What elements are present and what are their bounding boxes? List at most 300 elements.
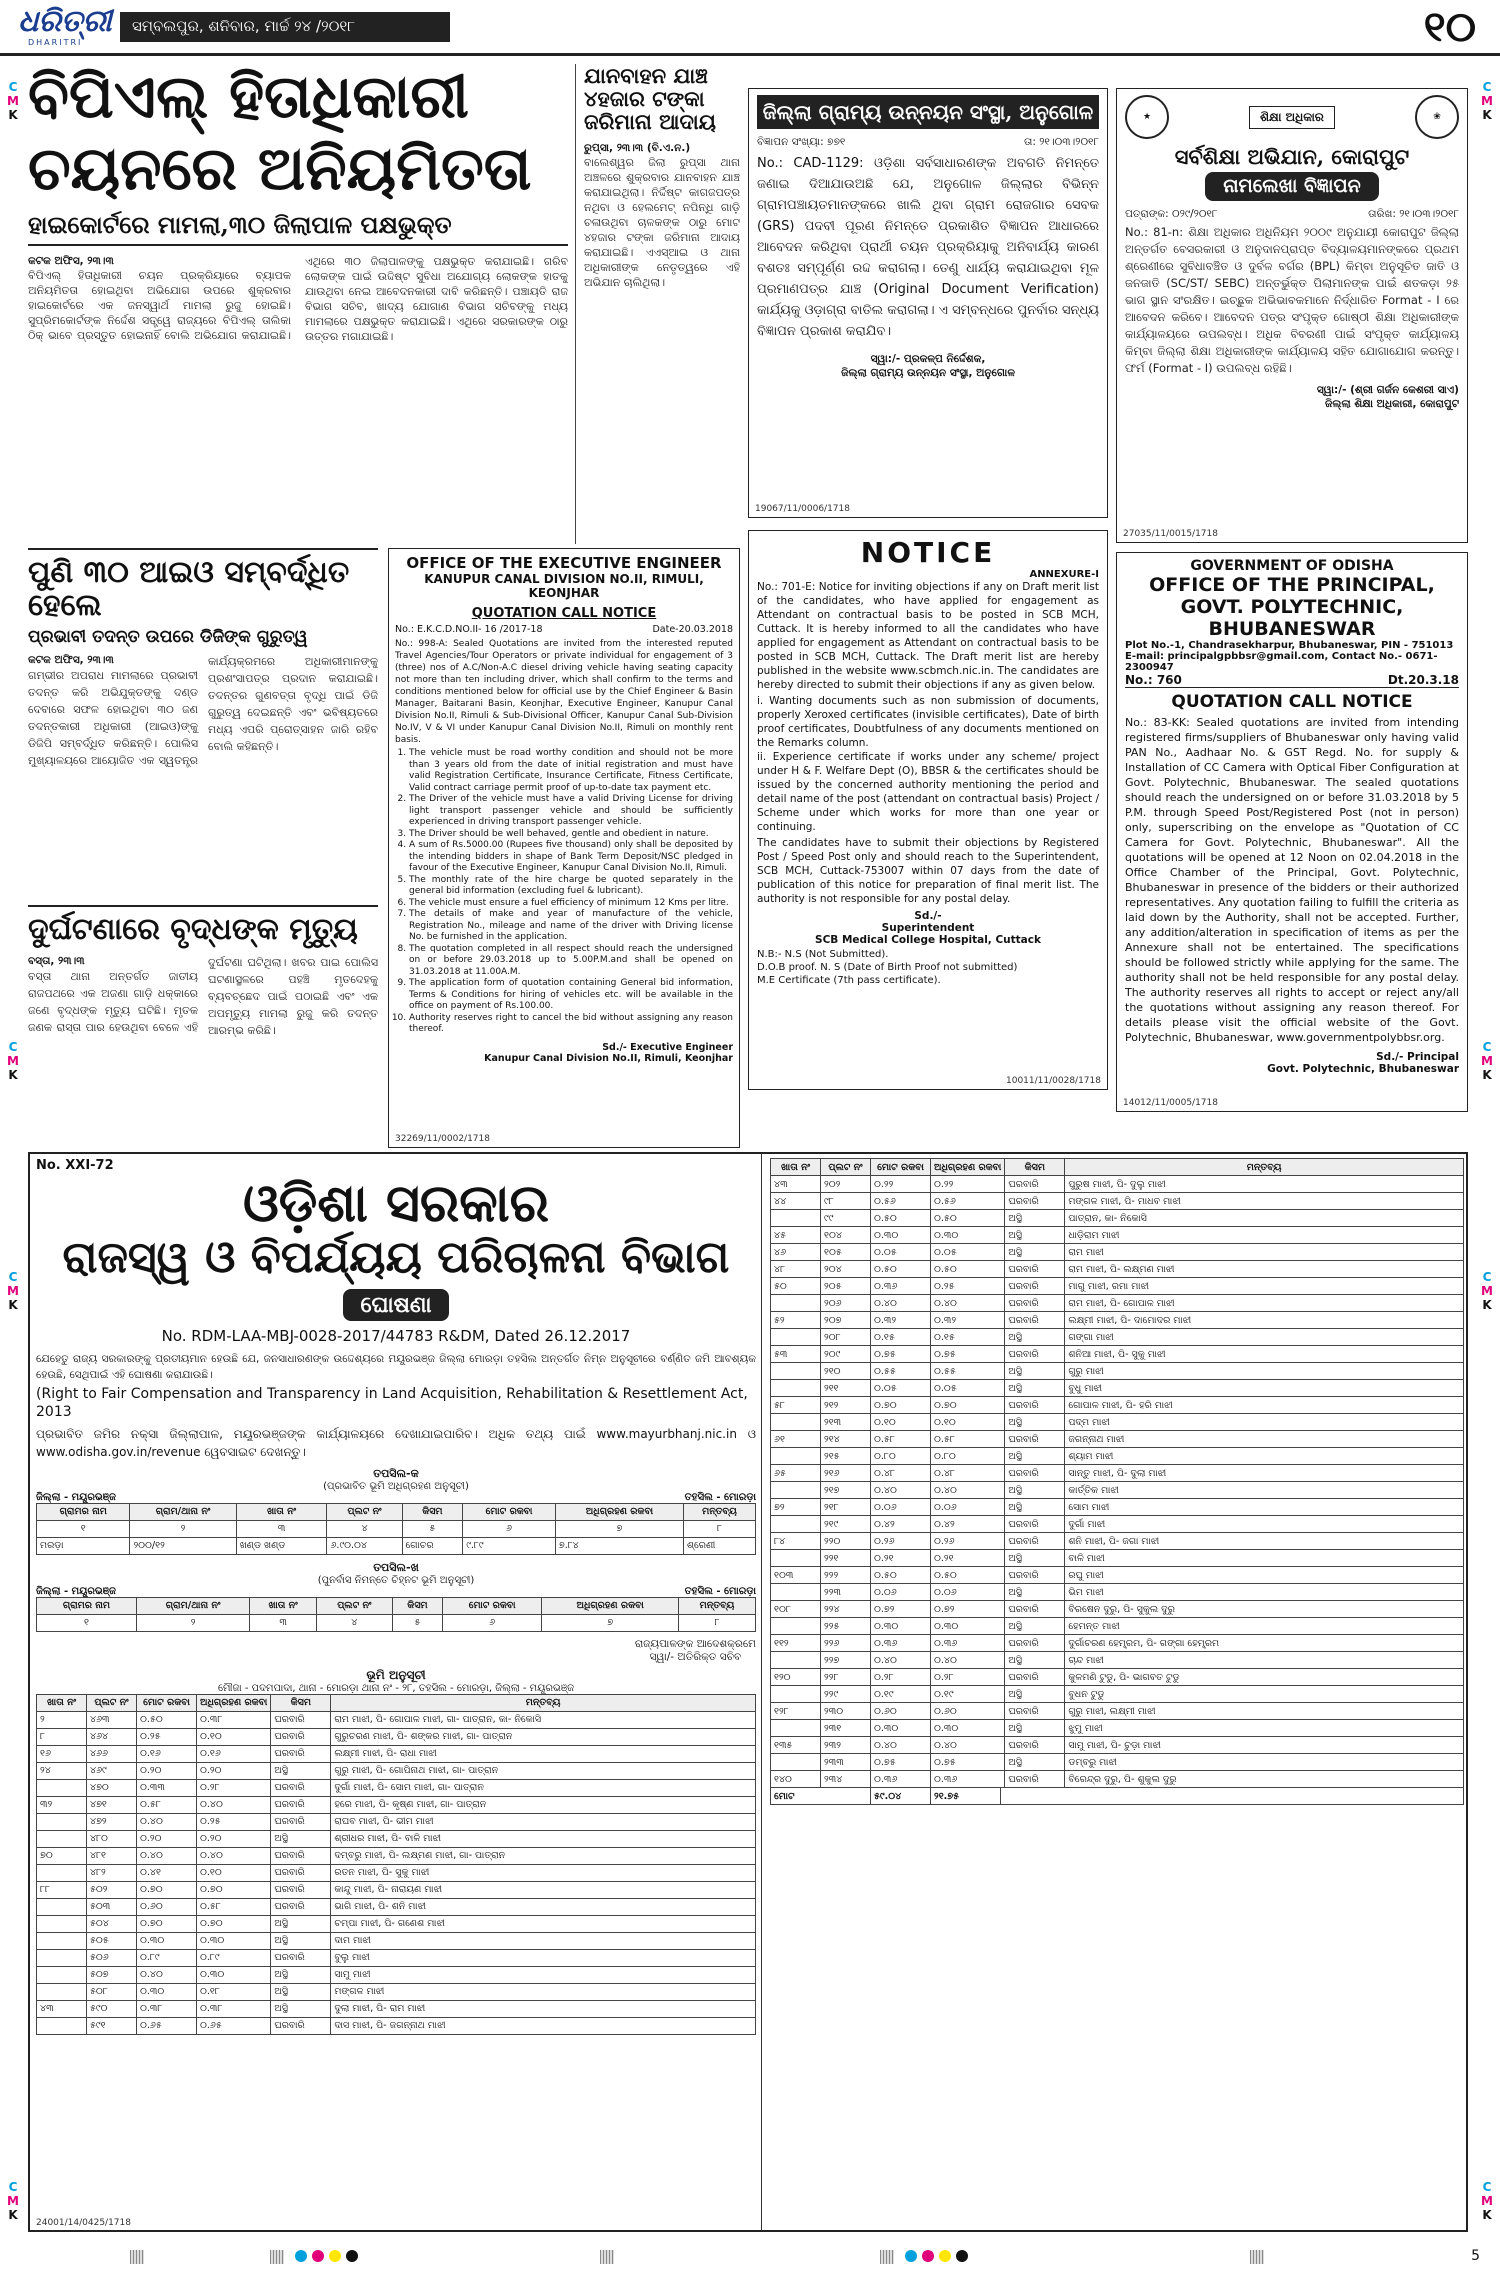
left-land-cell: ୪୮୧	[87, 1847, 137, 1864]
schedule-a-cell: ଗୋଚର	[402, 1537, 463, 1554]
left-land-cell: ୦.୫୮	[197, 1898, 271, 1915]
schedule-b-header: କିସମ	[392, 1597, 442, 1614]
right-land-cell: ୦.୩୦	[931, 1720, 1005, 1737]
right-land-cell: କୁଳମଣି ଟୁଡୁ, ପି- ଭାଗବତ ଟୁଡୁ	[1065, 1669, 1464, 1686]
right-land-row	[771, 1533, 1464, 1550]
right-land-cell: ମଙ୍ଗଳ ମାଝୀ, ପି- ମାଧବ ମାଝୀ	[1065, 1193, 1464, 1210]
ad-poly-office-1: OFFICE OF THE PRINCIPAL,	[1149, 574, 1435, 596]
schedule-a-num: ୩	[236, 1520, 327, 1537]
right-land-cell: ଘରବାରି	[1005, 1312, 1065, 1329]
right-land-cell: ୦.୩୬	[931, 1635, 1005, 1652]
right-land-cell: ୫୩	[771, 1346, 821, 1363]
ad-grs-ref-date: ତା: ୨୧।୦୩।୨୦୧୮	[1023, 136, 1099, 148]
schedule-a-cell: ୯.୮୯	[463, 1537, 556, 1554]
right-land-cell: ୦.୩୦	[871, 1227, 931, 1244]
right-land-cell: ଘରବାରି	[1005, 1669, 1065, 1686]
schedule-a-table	[36, 1503, 756, 1555]
left-land-cell: ୫୦୭	[87, 1966, 137, 1983]
story-vehicle-byline: ରୁପ୍ସା, ୨୩।୩ (ବି.ଏ.ନ.)	[584, 142, 691, 155]
left-land-row	[37, 1949, 756, 1966]
right-land-cell: ୦.୦୬	[931, 1584, 1005, 1601]
right-land-cell: ୦.୬୦	[931, 1703, 1005, 1720]
left-land-cell	[37, 1864, 87, 1881]
left-land-cell: ୦.୧୬	[197, 1745, 271, 1762]
story-bpl-byline: କଟକ ଅଫିସ, ୨୩।୩	[28, 255, 114, 268]
right-land-cell: ୨୩୧	[821, 1720, 871, 1737]
right-land-cell: ପଦ୍ମ ମାଝୀ	[1065, 1414, 1464, 1431]
schedule-b-header: ଗ୍ରାମ/ଥାନା ନଂ	[136, 1597, 250, 1614]
newspaper-logo: ଧରିତ୍ରୀ	[18, 4, 112, 39]
left-land-cell: ୦.୨୦	[197, 1830, 271, 1847]
ad-scb-note: D.O.B proof. N. S (Date of Birth Proof not submitted)	[757, 962, 1018, 973]
left-land-header: ମୋଟ ରକବା	[137, 1694, 197, 1711]
right-land-cell: ୦.୨୧	[931, 1550, 1005, 1567]
right-land-cell: ଅସ୍ଥି	[1005, 1448, 1065, 1465]
left-land-cell	[37, 1779, 87, 1796]
right-land-cell: ୦.୫୮	[871, 1431, 931, 1448]
ad-scb-title: NOTICE	[860, 536, 996, 569]
right-land-cell: ୨୩୩	[821, 1754, 871, 1771]
schedule-b-header: ଅଧିଗ୍ରହଣ ରକବା	[542, 1597, 679, 1614]
left-land-row	[37, 1966, 756, 1983]
cmk-mark-left-4: C M K	[7, 2180, 19, 2222]
left-land-cell: ଅସ୍ଥି	[271, 1915, 331, 1932]
right-land-row	[771, 1516, 1464, 1533]
right-land-cell: ୪୮	[771, 1261, 821, 1278]
right-land-row	[771, 1465, 1464, 1482]
right-land-cell: ଅସ୍ଥି	[1005, 1720, 1065, 1737]
right-land-cell: ଘରବାରି	[1005, 1193, 1065, 1210]
left-land-cell: ୪୭୧	[87, 1796, 137, 1813]
left-land-cell: ଘରବାରି	[271, 1728, 331, 1745]
left-land-cell: ୦.୩୮	[137, 2000, 197, 2017]
ad-kanupur-canal	[388, 548, 740, 1148]
right-land-cell: ୦.୪୨	[871, 1516, 931, 1533]
left-land-header-row	[37, 1694, 756, 1711]
right-land-cell: ୨୦୫	[821, 1278, 871, 1295]
right-land-cell: ୨୧୬	[821, 1465, 871, 1482]
left-land-cell: ୦.୪୦	[137, 1966, 197, 1983]
schedule-b-sub: (ପୁନର୍ବାସ ନିମନ୍ତେ ଚିହ୍ନଟ ଭୂମି ଅନୁସୂଚୀ)	[317, 1574, 475, 1586]
right-land-cell: ୦.୧୫	[931, 1329, 1005, 1346]
right-land-cell: ପାତ୍ରାନ, କା- ନିକୋସି	[1065, 1210, 1464, 1227]
right-land-cell	[771, 1380, 821, 1397]
revenue-divider	[761, 1154, 762, 2230]
left-land-row	[37, 2017, 756, 2034]
right-land-cell: ଗୋପାଳ ମାଝୀ, ପି- ହରି ମାଝୀ	[1065, 1397, 1464, 1414]
left-land-cell: ଦମ୍ବରୁ ମାଝୀ, ପି- ଲକ୍ଷ୍ମଣ ମାଝୀ, ଗା- ପାତ୍ରାନ	[331, 1847, 756, 1864]
right-land-cell: ୦.୫୦	[931, 1567, 1005, 1584]
right-land-cell: ମାଗୁ ମାଝୀ, ରମା ମାଝୀ	[1065, 1278, 1464, 1295]
schedule-a-cell: ଖଣ୍ଡ ଖଣ୍ଡ	[236, 1537, 327, 1554]
left-land-row	[37, 1779, 756, 1796]
right-land-row	[771, 1771, 1464, 1788]
schedule-a-header: କିସମ	[402, 1503, 463, 1520]
right-land-cell: ୧୦୮	[771, 1601, 821, 1618]
right-land-cell: ଘରବାରି	[1005, 1295, 1065, 1312]
left-land-cell: ୦.୩୩	[137, 1779, 197, 1796]
right-land-cell	[771, 1550, 821, 1567]
schedule-a-header: ଗ୍ରାମର ନାମ	[37, 1503, 130, 1520]
revenue-code: 24001/14/0425/1718	[36, 2218, 131, 2228]
left-land-cell	[37, 1983, 87, 2000]
right-land-cell: ୦.୪୮	[931, 1465, 1005, 1482]
story-vehicle-check	[575, 64, 740, 544]
schedule-a-cell: ମରଡ଼ା	[37, 1537, 130, 1554]
ad-grs-signature-org: ଜିଲ୍ଲା ଗ୍ରାମ୍ୟ ଉନ୍ନୟନ ସଂସ୍ଥା, ଅନୁଗୋଳ	[841, 367, 1015, 379]
print-black-swatch	[346, 2250, 358, 2262]
left-land-cell: ଘରବାରି	[271, 1779, 331, 1796]
right-land-row	[771, 1499, 1464, 1516]
story-accident-headline: ଦୁର୍ଘଟଣାରେ ବୃଦ୍ଧଙ୍କ ମୃତ୍ୟୁ	[28, 912, 358, 947]
left-land-cell: ବୁଲୁ ମାଝୀ	[331, 1949, 756, 1966]
ad-poly-body: No.: 83-KK: Sealed quotations are invited from intending registered firms/suppliers of Bhubaneswar only having valid PAN No., Aadhaar No. & GST Regd. No. for supply & Installation of CC Camera with Optical Fiber Configuration at Govt. Polytechnic, Bhubaneswar. The sealed quotations should reach the undersigned on or before 31.03.2018 by 5 P.M. through Speed Post/Registered Post (not in person) only, superscribing on the envelope as "Quotation of CC Camera for Govt. Polytechnic, Bhubaneswar". All the quotations will be opened at 12 Noon on 02.04.2018 in the Office Chamber of the Principal, Govt. Polytechnic, Bhubaneswar in presence of the bidders or their authorized representatives. Any quotation failing to fulfill the criteria as laid down by the Authority, shall not be accepted. Further, any addition/alteration in specification of items as per the Annexure shall not be entertained. The specifications should be followed strictly while applying for the same. The authority shall not be held responsible for any postal delay. The authority reserves all rights to accept or reject any/all the quotations without assigning any reason thereof. For details please visit the official website of the Govt. Polytechnic, Bhubaneswar, www.governmentpolybbsr.org.	[1125, 716, 1459, 1044]
schedule-a-row	[37, 1537, 756, 1554]
right-land-cell: ୧୨୦	[771, 1669, 821, 1686]
right-land-cell: ୨୩୪	[821, 1771, 871, 1788]
story-vehicle-body: ବାଲେଶ୍ୱର ଜିଲା ରୁପ୍ସା ଥାନା ଅଞ୍ଚଳରେ ଶୁକ୍ରବାର ଯାନବାହନ ଯାଞ୍ଚ କରାଯାଇଥିଲା। ନିର୍ଦ୍ଦିଷ୍ଟ କାଗଜପତ୍ର ନଥିବା ଓ ହେଲମେଟ୍ ନପିନ୍ଧି ଗାଡ଼ି ଚଳାଉଥିବା ଚାଳକଙ୍କ ଠାରୁ ମୋଟ ୪ହଜାର ଟଙ୍କା ଜରିମାନା ଆଦାୟ କରାଯାଇଛି। ଏଏସ୍ଆଇ ଓ ଥାନା ଅଧିକାରୀଙ୍କ ନେତୃତ୍ୱରେ ଏହି ଅଭିଯାନ ଚାଲିଥିଲା।	[584, 156, 740, 290]
left-land-cell: ୦.୨୦	[137, 1830, 197, 1847]
right-land-cell: ୪୪	[771, 1193, 821, 1210]
right-land-cell: ୦.୭୦	[931, 1397, 1005, 1414]
left-land-cell: ୫୦୩	[87, 1898, 137, 1915]
left-land-header: ଅଧିଗ୍ରହଣ ରକବା	[197, 1694, 271, 1711]
right-land-cell	[771, 1448, 821, 1465]
left-land-cell: ୦.୪୦	[197, 1796, 271, 1813]
print-gray-swatch	[880, 2250, 894, 2264]
right-land-cell: ୦.୦୬	[871, 1499, 931, 1516]
print-magenta-swatch	[922, 2250, 934, 2262]
ad-canal-intro: No.: 998-A: Sealed Quotations are invited from the interested reputed Travel Agencies/Tour Operators or private individual for engagement of 3 (three) nos of A.C/Non-A.C diesel driving vehicle having seating capacity not more than ten including driver, which shall confirm to the terms and conditions mentioned below for official use by the Chief Engineer & Basin Manager, Baitarani Basin, Keonjhar, Executive Engineer, Kanupur Canal Division No.II, Rimuli & Sub-Divisional Officer, Kanupur Canal Sub-Division No.IV, V & VI under Kanupur Canal Division No.II, Rimuli on monthly rent basis.	[395, 639, 733, 745]
cmk-mark-right-3: C M K	[1481, 1270, 1493, 1312]
right-land-row	[771, 1703, 1464, 1720]
right-land-cell: ୦.୨୫	[931, 1278, 1005, 1295]
story-bpl-headline-1: ବିପିଏଲ୍ ହିତାଧିକାରୀ	[28, 64, 469, 132]
ad-canal-condition: 6. The vehicle must ensure a fuel efficiency of minimum 12 Kms per litre.	[409, 898, 733, 910]
right-land-cell: ୨୦୬	[821, 1295, 871, 1312]
right-land-header-row	[771, 1159, 1464, 1176]
story-accident-body: ବସ୍ତା ଥାନା ଅନ୍ତର୍ଗତ ଜାତୀୟ ରାଜପଥରେ ଏକ ଅଜଣା ଗାଡ଼ି ଧକ୍କାରେ ଜଣେ ବୃଦ୍ଧଙ୍କ ମୃତ୍ୟୁ ଘଟିଛି। ମୃତକ ଜଣକ ରାସ୍ତା ପାର ହେଉଥିବା ବେଳେ ଏହି ଦୁର୍ଘଟଣା ଘଟିଥିଲା। ଖବର ପାଇ ପୋଲିସ ଘଟଣାସ୍ଥଳରେ ପହଞ୍ଚି ମୃତଦେହକୁ ବ୍ୟବଚ୍ଛେଦ ପାଇଁ ପଠାଇଛି ଏବଂ ଏକ ଅପମୃତ୍ୟୁ ମାମଲା ରୁଜୁ କରି ତଦନ୍ତ ଆରମ୍ଭ କରିଛି।	[28, 956, 378, 1037]
right-land-cell: ୨୦୯	[821, 1346, 871, 1363]
right-land-row	[771, 1295, 1464, 1312]
total-total: ୫୯.୦୪	[871, 1788, 931, 1805]
left-land-cell: ୫୦୮	[87, 1983, 137, 2000]
left-land-cell: ୦.୮୯	[137, 1949, 197, 1966]
right-land-row	[771, 1737, 1464, 1754]
print-gray-swatch	[1250, 2250, 1264, 2264]
left-land-cell: ଗୁରୁଚରଣ ମାଝୀ, ପି- ଶଙ୍କର ମାଝୀ, ଗା- ପାତ୍ରାନ	[331, 1728, 756, 1745]
left-land-cell: ୪୮୦	[87, 1830, 137, 1847]
story-io-body: ଗମ୍ଭୀର ଅପରାଧ ମାମଲାରେ ପ୍ରଭାବୀ ତଦନ୍ତ କରି ଅଭିଯୁକ୍ତଙ୍କୁ ଦଣ୍ଡ ଦେବାରେ ସଫଳ ହୋଇଥିବା ୩୦ ଜଣ ତଦନ୍ତକାରୀ ଅଧିକାରୀ (ଆଇଓ)ଙ୍କୁ ଡିଜିପି ସମ୍ବର୍ଦ୍ଧିତ କରିଛନ୍ତି। ପୋଲିସ ମୁଖ୍ୟାଳୟରେ ଆୟୋଜିତ ଏକ ସ୍ୱତନ୍ତ୍ର କାର୍ଯ୍ୟକ୍ରମରେ ଅଧିକାରୀମାନଙ୍କୁ ପ୍ରଶଂସାପତ୍ର ପ୍ରଦାନ କରାଯାଇଛି। ତଦନ୍ତର ଗୁଣବତ୍ତା ବୃଦ୍ଧି ପାଇଁ ଡିଜି ଗୁରୁତ୍ୱ ଦେଇଛନ୍ତି ଏବଂ ଭବିଷ୍ୟତରେ ମଧ୍ୟ ଏପରି ପ୍ରୋତ୍ସାହନ ଜାରି ରହିବ ବୋଲି କହିଛନ୍ତି।	[28, 654, 378, 767]
right-land-cell: ୦.୧୦	[931, 1414, 1005, 1431]
revenue-title-2: ରାଜସ୍ୱ ଓ ବିପର୍ଯ୍ୟୟ ପରିଚାଳନା ବିଭାଗ	[62, 1232, 730, 1284]
story-io-byline: କଟକ ଅଫିସ, ୨୩।୩	[28, 653, 114, 666]
left-land-cell: ଅସ୍ଥି	[271, 1762, 331, 1779]
left-land-cell: ୦.୪୦	[137, 1813, 197, 1830]
total-blank	[1001, 1788, 1464, 1805]
ad-poly-email: E-mail: principalgpbbsr@gmail.com, Contact No.- 0671-2300947	[1125, 651, 1438, 673]
right-land-cell: ଘରବାରି	[1005, 1465, 1065, 1482]
right-land-cell: ଘରବାରି	[1005, 1601, 1065, 1618]
schedule-a-cell: ୬.୯୦.୦୪	[327, 1537, 402, 1554]
right-land-cell	[771, 1516, 821, 1533]
ad-poly-notice-title: QUOTATION CALL NOTICE	[1171, 692, 1413, 712]
cmk-mark-left-2: C M K	[7, 1040, 19, 1082]
cmk-mark-right-2: C M K	[1481, 1040, 1493, 1082]
ad-grs-angul	[748, 88, 1108, 518]
right-land-cell: ଶନିଆ ମାଝୀ, ପି- ସୁକୁ ମାଝୀ	[1065, 1346, 1464, 1363]
schedule-a-district: ଜିଲ୍ଲା - ମୟୂରଭଞ୍ଜ	[36, 1491, 116, 1503]
right-land-cell: ବୁଧନ ଟୁଡୁ	[1065, 1686, 1464, 1703]
schedule-a-number-row	[37, 1520, 756, 1537]
left-land-row	[37, 1915, 756, 1932]
left-land-cell: ୦.୨୫	[197, 1813, 271, 1830]
right-land-cell: ୧୦୪	[821, 1227, 871, 1244]
left-land-row	[37, 1728, 756, 1745]
right-land-cell: ୦.୦୫	[931, 1380, 1005, 1397]
right-land-cell: ୨୦୮	[821, 1329, 871, 1346]
left-land-cell: ୦.୪୦	[137, 1847, 197, 1864]
right-land-header: ମନ୍ତବ୍ୟ	[1065, 1159, 1464, 1176]
left-land-cell: ୦.୩୦	[197, 1932, 271, 1949]
right-land-cell: ୧୧୨	[771, 1635, 821, 1652]
right-land-row	[771, 1210, 1464, 1227]
ad-ssa-logo-text: ଶିକ୍ଷା ଅଧିକାର	[1249, 106, 1335, 129]
left-land-cell: ସାମୁ ମାଝୀ	[331, 1966, 756, 1983]
right-land-cell: ଅସ୍ଥି	[1005, 1550, 1065, 1567]
ad-ssa-koraput	[1116, 88, 1468, 543]
ad-ssa-banner: ନାମଲେଖା ବିଜ୍ଞାପନ	[1205, 172, 1378, 201]
left-land-cell: ୦.୬୫	[137, 2017, 197, 2034]
left-land-cell: ୪୭୨	[87, 1813, 137, 1830]
schedule-a-cell: ୨୦୦/୧୨	[130, 1537, 236, 1554]
left-land-cell: ଗୁରୁ ମାଝୀ, ପି- ଗୋପିନାଥ ମାଝୀ, ଗା- ପାତ୍ରାନ	[331, 1762, 756, 1779]
right-land-cell: ୦.୭୨	[931, 1601, 1005, 1618]
right-land-cell: ଘରବାରି	[1005, 1737, 1065, 1754]
left-land-cell: ୦.୪୦	[197, 1847, 271, 1864]
schedule-a-header: ମୋଟ ରକବା	[463, 1503, 556, 1520]
schedule-b-num: ୭	[542, 1614, 679, 1631]
cmk-mark-left-1: C M K	[7, 80, 19, 122]
schedule-a-header: ଅଧିଗ୍ରହଣ ରକବା	[555, 1503, 683, 1520]
right-land-total-row	[771, 1788, 1464, 1805]
ad-revenue-notice	[28, 1152, 1468, 2232]
cmk-mark-right-1: C M K	[1481, 80, 1493, 122]
right-land-cell: ବିରେନ୍ଦ୍ର ଦୁରୁ, ପି- ଶୁକୁଲ ଦୁରୁ	[1065, 1771, 1464, 1788]
ad-ssa-ref-date: ତାରିଖ: ୨୧।୦୩।୨୦୧୮	[1368, 207, 1459, 220]
right-land-cell: ଅସ୍ଥି	[1005, 1482, 1065, 1499]
left-land-header: ମନ୍ତବ୍ୟ	[331, 1694, 756, 1711]
right-land-cell: ଶନି ମାଝୀ, ପି- ଜଗା ମାଝୀ	[1065, 1533, 1464, 1550]
right-land-cell: ଅସ୍ଥି	[1005, 1210, 1065, 1227]
right-land-cell: ୦.୧୫	[871, 1329, 931, 1346]
right-land-cell: ୦.୭୫	[931, 1754, 1005, 1771]
story-bpl-headline-2: ଚୟନରେ ଅନିୟମିତତା	[28, 134, 532, 204]
ad-poly-signature-org: Govt. Polytechnic, Bhubaneswar	[1267, 1063, 1459, 1075]
right-land-row	[771, 1278, 1464, 1295]
right-land-cell: ୨୨୮	[821, 1669, 871, 1686]
right-land-cell: ୦.୩୨	[871, 1312, 931, 1329]
left-land-cell: ୫୯୧	[87, 2017, 137, 2034]
left-land-cell	[37, 1949, 87, 1966]
story-io-felicitation	[28, 548, 378, 898]
right-land-cell	[771, 1363, 821, 1380]
story-vehicle-headline: ଯାନବାହନ ଯାଞ୍ଚ ୪ହଜାର ଟଙ୍କା ଜରିମାନା ଆଦାୟ	[584, 64, 717, 135]
print-black-swatch	[956, 2250, 968, 2262]
right-land-cell: ଘରବାରି	[1005, 1567, 1065, 1584]
right-land-cell: ୨୧୮	[821, 1499, 871, 1516]
left-land-cell: ଘରବାରି	[271, 1898, 331, 1915]
right-land-cell: ଜଗନ୍ନାଥ ମାଝୀ	[1065, 1431, 1464, 1448]
right-land-cell: ୦.୭୫	[871, 1754, 931, 1771]
right-land-cell: ଘରବାରି	[1005, 1261, 1065, 1278]
right-land-cell: ୦.୫୫	[871, 1363, 931, 1380]
right-land-cell: ୦.୩୬	[871, 1635, 931, 1652]
right-land-cell: ୦.୭୫	[931, 1346, 1005, 1363]
right-land-header: ମୋଟ ରକବା	[871, 1159, 931, 1176]
ad-canal-conditions	[395, 748, 733, 1036]
print-magenta-swatch	[312, 2250, 324, 2262]
left-land-header: ଖାତା ନଂ	[37, 1694, 87, 1711]
right-land-cell: ୪୬	[771, 1244, 821, 1261]
right-land-cell: ୦.୮୦	[931, 1448, 1005, 1465]
schedule-c-sub: ମୌଜା - ପଦମପାଦା, ଥାନା - ମୋରଡ଼ା ଥାନା ନଂ - ୨୮, ତହସିଲ - ମୋରଡ଼ା, ଜିଲ୍ଲା - ମୟୂରଭଞ୍ଜ	[217, 1682, 575, 1694]
right-land-cell: ୦.୨୮	[871, 1669, 931, 1686]
right-land-cell: ଅସ୍ଥି	[1005, 1754, 1065, 1771]
left-land-cell: ୦.୧୦	[197, 1728, 271, 1745]
right-land-cell: ୦.୪୦	[931, 1737, 1005, 1754]
right-land-cell	[771, 1210, 821, 1227]
revenue-serial: No. XXI-72	[36, 1158, 114, 1173]
right-land-cell: ୨୨୭	[821, 1652, 871, 1669]
left-land-cell: ୫୦୬	[87, 1949, 137, 1966]
left-land-cell: ଦୁଲା ମାଝୀ, ପି- ରାମ ମାଝୀ	[331, 2000, 756, 2017]
left-land-cell: ୪୬୬	[87, 1745, 137, 1762]
ad-poly-address: Plot No.-1, Chandrasekharpur, Bhubaneswar, PIN - 751013	[1125, 640, 1454, 651]
schedule-a-num: ୪	[327, 1520, 402, 1537]
left-land-cell: ୦.୧୦	[197, 1864, 271, 1881]
left-land-cell: ୪୭୦	[87, 1779, 137, 1796]
print-gray-swatch	[270, 2250, 284, 2264]
left-land-cell	[37, 1932, 87, 1949]
right-land-cell: ୦.୨୮	[931, 1669, 1005, 1686]
left-land-cell: ୮	[37, 1728, 87, 1745]
schedule-a-sub: (ପ୍ରଭାବିତ ଭୂମି ଅଧିଗ୍ରହଣ ଅନୁସୂଚୀ)	[323, 1480, 469, 1492]
right-land-cell: ଧାଡ଼ିରାମ ମାଝୀ	[1065, 1227, 1464, 1244]
left-land-cell: ଘରବାରି	[271, 1745, 331, 1762]
right-land-cell: ଅସ୍ଥି	[1005, 1227, 1065, 1244]
right-land-cell: ୦.୨୧	[871, 1550, 931, 1567]
left-land-cell: ଲକ୍ଷ୍ମୀ ମାଝୀ, ପି- ରାଧା ମାଝୀ	[331, 1745, 756, 1762]
revenue-para-2: ପ୍ରଭାବିତ ଜମିର ନକ୍ସା ଜିଲ୍ଲାପାଳ, ମୟୂରଭଞ୍ଜଙ୍କ କାର୍ଯ୍ୟାଳୟରେ ଦେଖାଯାଇପାରିବ। ଅଧିକ ତଥ୍ୟ ପାଇଁ www.mayurbhanj.nic.in ଓ www.odisha.gov.in/revenue ୱେବସାଇଟ ଦେଖନ୍ତୁ।	[36, 1426, 756, 1459]
right-land-cell: ୨୧୫	[821, 1448, 871, 1465]
right-land-row	[771, 1431, 1464, 1448]
left-land-cell: ୦.୬୦	[137, 1898, 197, 1915]
schedule-b-header-row	[37, 1597, 756, 1614]
right-land-row	[771, 1397, 1464, 1414]
right-land-cell: ଡମ୍ବରୁ ମାଝୀ	[1065, 1754, 1464, 1771]
ad-scb-point-1: i. Wanting documents such as non submission of documents, properly Xeroxed certificates (invisible certificates), Date of birth proof certificates, Doubtfulness of any documents mentioned on the Remarks column.	[757, 695, 1099, 749]
right-land-cell: ରାମ ମାଝୀ	[1065, 1244, 1464, 1261]
left-land-header: କିସମ	[271, 1694, 331, 1711]
right-land-row	[771, 1329, 1464, 1346]
right-land-row	[771, 1380, 1464, 1397]
ad-canal-code: 32269/11/0002/1718	[395, 1134, 490, 1144]
left-land-cell: ୦.୩୮	[197, 2000, 271, 2017]
right-land-cell: ଘରବାରି	[1005, 1533, 1065, 1550]
right-land-cell: ୦.୨୨	[931, 1176, 1005, 1193]
schedule-b-num: ୬	[443, 1614, 542, 1631]
ad-canal-condition: 4. A sum of Rs.5000.00 (Rupees five thousand) only shall be deposited by the intending bidders in shape of Bank Term Deposit/NSC pledged in favour of the Executive Engineer, Kanupur Canal Division No.II, Rimuli.	[409, 840, 733, 875]
ad-canal-condition: 2. The Driver of the vehicle must have a valid Driving License for driving light transport passenger vehicle and should be sufficiently experienced in driving transport passenger vehicle.	[409, 794, 733, 829]
page-number: ୧୦	[1423, 2, 1476, 51]
right-land-cell	[771, 1686, 821, 1703]
left-land-cell: ୭୦	[37, 1847, 87, 1864]
right-land-cell: ୫୦	[771, 1278, 821, 1295]
schedule-a-header: ମନ୍ତବ୍ୟ	[683, 1503, 755, 1520]
ad-ssa-code: 27035/11/0015/1718	[1123, 529, 1218, 539]
ad-grs-ref-no: ବିଜ୍ଞାପନ ସଂଖ୍ୟା: ୭୭୧	[757, 136, 846, 148]
right-land-cell: ୨୨୫	[821, 1618, 871, 1635]
right-land-cell: ଘରବାରି	[1005, 1703, 1065, 1720]
right-land-row	[771, 1584, 1464, 1601]
right-land-cell: ଚାନ୍ଦ ମାଝୀ	[1065, 1652, 1464, 1669]
left-land-cell: ୦.୨୦	[137, 1762, 197, 1779]
ad-grs-title: ଜିଲ୍ଲା ଗ୍ରାମ୍ୟ ଉନ୍ନୟନ ସଂସ୍ଥା, ଅନୁଗୋଳ	[757, 95, 1099, 129]
ad-canal-signature: Sd./- Executive Engineer	[602, 1041, 733, 1053]
schedule-b-header: ମନ୍ତବ୍ୟ	[679, 1597, 756, 1614]
right-land-cell: ଅସ୍ଥି	[1005, 1652, 1065, 1669]
schedule-a-num: ୮	[683, 1520, 755, 1537]
left-land-row	[37, 1898, 756, 1915]
schedule-a-header: ପ୍ଲଟ ନଂ	[327, 1503, 402, 1520]
right-land-cell: ଘରବାରି	[1005, 1346, 1065, 1363]
left-land-cell: ଦାମ ମାଝୀ	[331, 1932, 756, 1949]
right-land-cell: ୦.୩୨	[931, 1312, 1005, 1329]
ad-ssa-signature: ସ୍ୱା:/- (ଶ୍ରୀ ଗର୍ଜନ କେଶରୀ ସାଏ)	[1316, 383, 1459, 396]
total-label: ମୋଟ	[771, 1788, 871, 1805]
left-land-cell: ୦.୬୫	[197, 2017, 271, 2034]
left-land-cell: ଭାଗି ମାଝୀ, ପି- ଶନି ମାଝୀ	[331, 1898, 756, 1915]
newspaper-logo-sub: DHARITRI	[28, 38, 83, 47]
right-land-cell: ବିରଷେନ ଦୁରୁ, ପି- ସୁକୁଲ ଦୁରୁ	[1065, 1601, 1464, 1618]
right-land-cell: ୦.୩୬	[931, 1771, 1005, 1788]
right-land-cell: ୦.୩୬	[871, 1278, 931, 1295]
right-land-cell	[771, 1720, 821, 1737]
right-land-cell: ୧୩୫	[771, 1737, 821, 1754]
left-land-row	[37, 1830, 756, 1847]
left-land-row	[37, 1813, 756, 1830]
masthead	[0, 0, 1500, 56]
right-land-cell: ୦.୪୦	[931, 1295, 1005, 1312]
right-land-cell: ଗୁରୁ ମାଝୀ, ଲକ୍ଷ୍ମୀ ମାଝୀ	[1065, 1703, 1464, 1720]
left-land-cell: ୧୬	[37, 1745, 87, 1762]
schedule-a-num: ୧	[37, 1520, 130, 1537]
story-io-headline: ପୁଣି ୩୦ ଆଇଓ ସମ୍ବର୍ଦ୍ଧିତ ହେଲେ	[28, 555, 350, 623]
left-land-cell: ରାମ ମାଝୀ, ପି- ଗୋପାଳ ମାଝୀ, ଗା- ପାତ୍ରାନ, କା- ନିକୋସି	[331, 1711, 756, 1728]
right-land-cell: ସୋମ ମାଝୀ	[1065, 1499, 1464, 1516]
right-land-cell: ୨୩୦	[821, 1703, 871, 1720]
schedule-b-header: ଗ୍ରାମର ନାମ	[37, 1597, 137, 1614]
ad-grs-body: No.: CAD-1129: ଓଡ଼ିଶା ସର୍ବସାଧାରଣଙ୍କ ଅବଗତି ନିମନ୍ତେ ଜଣାଇ ଦିଆଯାଉଅଛି ଯେ, ଅନୁଗୋଳ ଜିଲ୍ଲାର ବିଭିନ୍ନ ଗ୍ରାମପଞ୍ଚାୟତମାନଙ୍କରେ ଖାଲି ଥିବା ଗ୍ରାମ ରୋଜଗାର ସେବକ (GRS) ପଦବୀ ପୂରଣ ନିମନ୍ତେ ପ୍ରକାଶିତ ବିଜ୍ଞାପନ ଆଧାରରେ ଆବେଦନ କରିଥିବା ପ୍ରାର୍ଥୀ ଚୟନ ପ୍ରକ୍ରିୟାକୁ ଅନିବାର୍ଯ୍ୟ କାରଣ ବଶତଃ ସମ୍ପୂର୍ଣ୍ଣ ରଦ୍ଦ କରାଗଲା। ତେଣୁ ଧାର୍ଯ୍ୟ କରାଯାଇଥିବା ମୂଳ ପ୍ରମାଣପତ୍ର ଯାଞ୍ଚ (Original Document Verification) କାର୍ଯ୍ୟକୁ ଓଡ଼ାଗ୍ରା ବାତିଲ କରାଗଲା। ଏ ସମ୍ବନ୍ଧରେ ପୁନର୍ବାର ସନ୍ଧ୍ୟ ବିଜ୍ଞାପନ ପ୍ରକାଶ କରାଯିବ।	[757, 156, 1099, 339]
revenue-ref: No. RDM-LAA-MBJ-0028-2017/44783 R&DM, Dated 26.12.2017	[161, 1326, 631, 1345]
right-land-cell: ଘରବାରି	[1005, 1176, 1065, 1193]
left-land-cell: ୨୪	[37, 1762, 87, 1779]
ad-ssa-title: ସର୍ବଶିକ୍ଷା ଅଭିଯାନ, କୋରାପୁଟ	[1174, 144, 1410, 169]
right-land-cell: ରଘୁ ମାଝୀ	[1065, 1567, 1464, 1584]
schedule-b-num: ୮	[679, 1614, 756, 1631]
ssa-emblem-left-icon: ★	[1125, 95, 1169, 139]
